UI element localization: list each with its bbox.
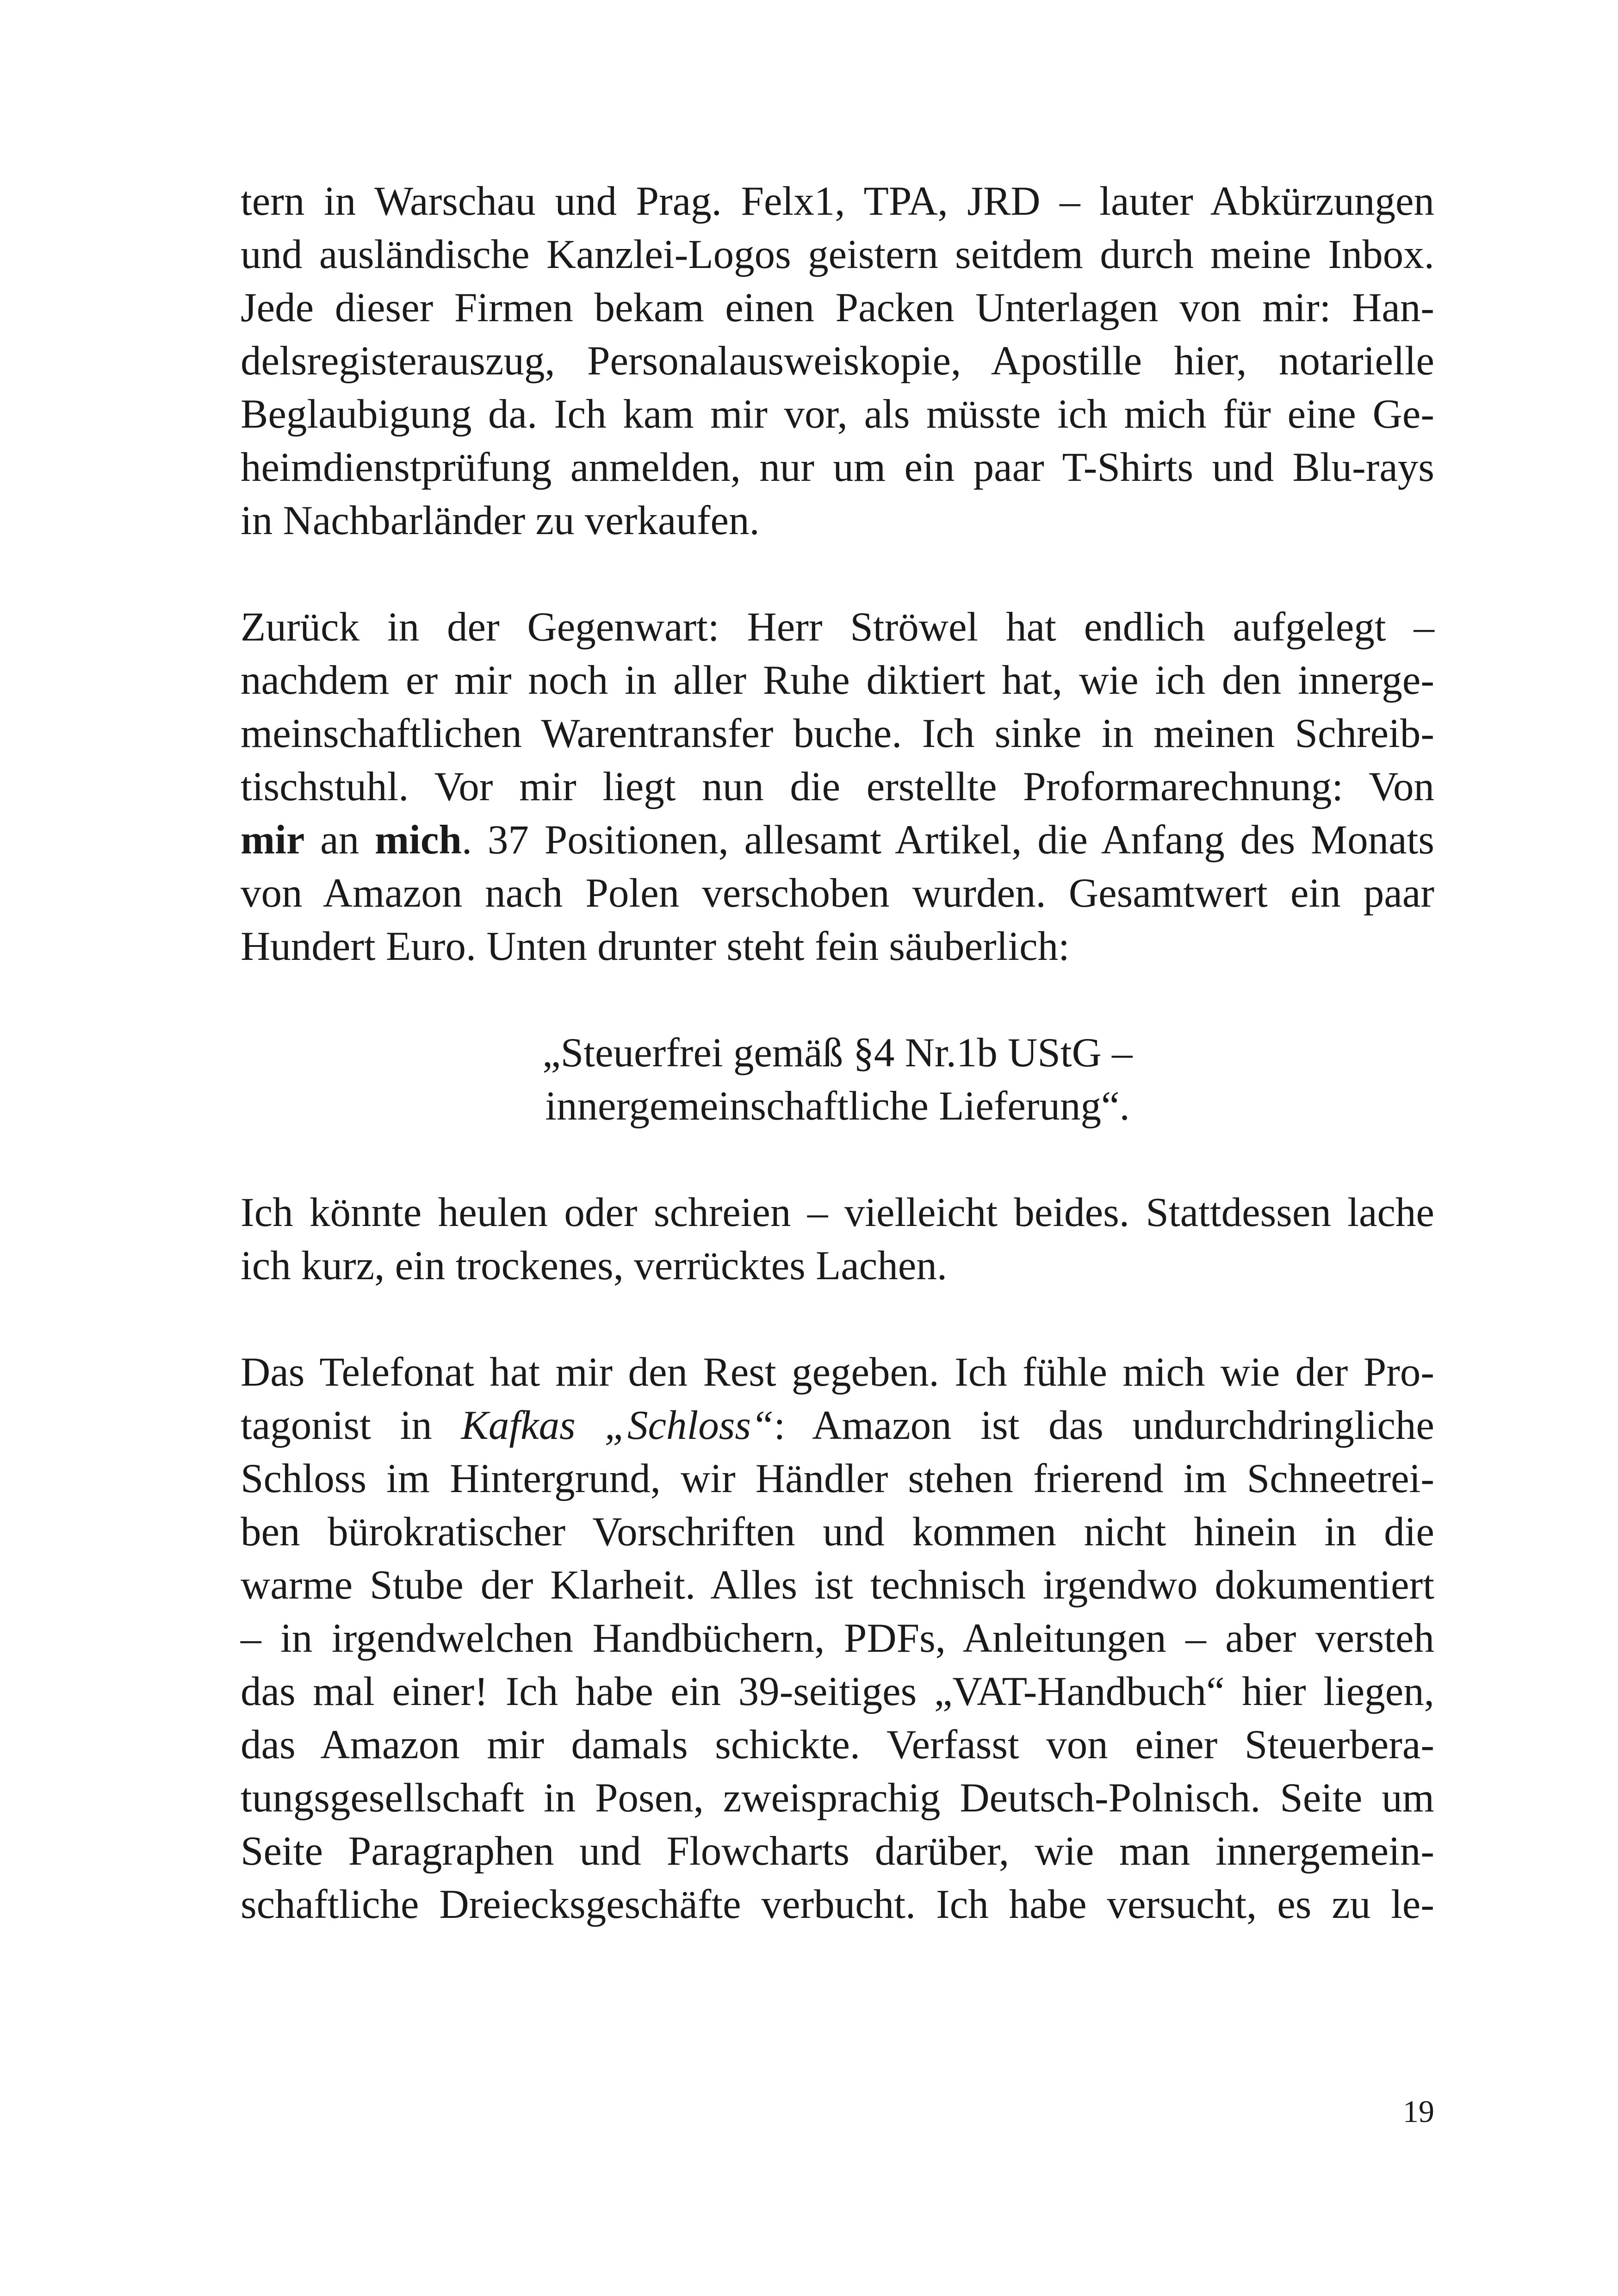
block-quote	[241, 1027, 1434, 1133]
bold-word-mir: mir	[241, 817, 305, 863]
paragraph-4	[241, 1346, 1434, 1931]
text-line: Beglaubigung da. Ich kam mir vor, als müsste ich mich für eine Ge-	[241, 392, 1434, 437]
text-line: Zurück in der Gegenwart: Herr Ströwel hat endlich aufgelegt –	[241, 604, 1434, 650]
text-line-mixed	[241, 814, 1434, 867]
text-line-mixed	[241, 1399, 1434, 1452]
paragraph-spacer	[241, 548, 1434, 601]
italic-title: Kafkas „Schloss“	[461, 1403, 774, 1448]
text-line: warme Stube der Klarheit. Alles ist technisch irgendwo dokumentiert	[241, 1562, 1434, 1608]
text-line: Hundert Euro. Unten drunter steht fein säuberlich:	[241, 924, 1070, 969]
text-fragment: an	[304, 817, 375, 863]
text-line: meinschaftlichen Warentransfer buche. Ich sinke in meinen Schreib-	[241, 711, 1434, 756]
paragraph-3	[241, 1186, 1434, 1293]
text-line: Schloss im Hintergrund, wir Händler stehen frierend im Schneetrei-	[241, 1456, 1434, 1501]
text-line: in Nachbarländer zu verkaufen.	[241, 498, 760, 543]
text-line: tern in Warschau und Prag. Felx1, TPA, JRD – lauter Abkürzungen	[241, 179, 1434, 224]
quote-line: „Steuerfrei gemäß §4 Nr.1b UStG –	[542, 1030, 1133, 1076]
text-line: von Amazon nach Polen verschoben wurden. Gesamtwert ein paar	[241, 871, 1434, 916]
paragraph-spacer	[241, 973, 1434, 1027]
text-fragment: . 37 Positionen, allesamt Artikel, die Anfang des Monats	[461, 817, 1434, 863]
page-number: 19	[1403, 2094, 1434, 2129]
text-line: und ausländische Kanzlei-Logos geistern seitdem durch meine Inbox.	[241, 232, 1434, 277]
text-line: ben bürokratischer Vorschriften und kommen nicht hinein in die	[241, 1509, 1434, 1555]
text-fragment: tagonist in	[241, 1403, 461, 1448]
text-line: Jede dieser Firmen bekam einen Packen Unterlagen von mir: Han-	[241, 285, 1434, 330]
text-line: delsregisterauszug, Personalausweiskopie, Apostille hier, notarielle	[241, 338, 1434, 384]
text-line: ich kurz, ein trockenes, verrücktes Lachen.	[241, 1243, 948, 1288]
text-line: tischstuhl. Vor mir liegt nun die erstellte Proformarechnung: Von	[241, 764, 1434, 809]
paragraph-1	[241, 175, 1434, 548]
text-line: das mal einer! Ich habe ein 39-seitiges „VAT-Handbuch“ hier liegen,	[241, 1669, 1434, 1714]
bold-word-mich: mich	[375, 817, 462, 863]
text-line: tungsgesellschaft in Posen, zweisprachig Deutsch-Polnisch. Seite um	[241, 1775, 1434, 1821]
text-line: das Amazon mir damals schickte. Verfasst von einer Steuerbera-	[241, 1722, 1434, 1767]
paragraph-spacer	[241, 1133, 1434, 1186]
text-line: Ich könnte heulen oder schreien – vielleicht beides. Stattdessen lache	[241, 1190, 1434, 1235]
text-line: Seite Paragraphen und Flowcharts darüber, wie man innergemein-	[241, 1829, 1434, 1874]
text-line: Das Telefonat hat mir den Rest gegeben. Ich fühle mich wie der Pro-	[241, 1350, 1434, 1395]
quote-line: innergemeinschaftliche Lieferung“.	[545, 1083, 1130, 1129]
body-text	[241, 175, 1434, 1931]
text-line: heimdienstprüfung anmelden, nur um ein paar T-Shirts und Blu-rays	[241, 445, 1434, 490]
text-line: – in irgendwelchen Handbüchern, PDFs, Anleitungen – aber versteh	[241, 1616, 1434, 1661]
text-line: schaftliche Dreiecksgeschäfte verbucht. Ich habe versucht, es zu le-	[241, 1882, 1434, 1927]
paragraph-2	[241, 601, 1434, 973]
text-fragment: : Amazon ist das undurchdringliche	[774, 1403, 1435, 1448]
paragraph-spacer	[241, 1293, 1434, 1346]
text-line: nachdem er mir noch in aller Ruhe diktiert hat, wie ich den innerge-	[241, 658, 1434, 703]
